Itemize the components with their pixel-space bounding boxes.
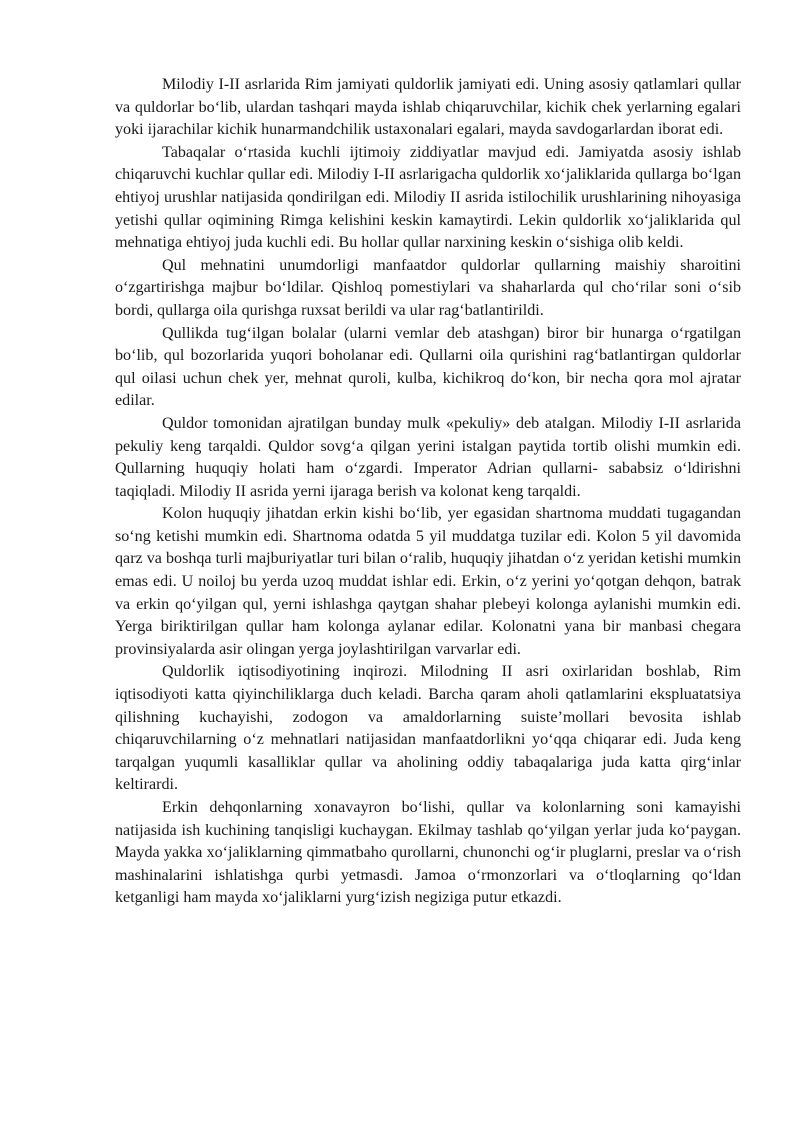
- paragraph-economic-crisis: Quldorlik iqtisodiyotining inqirozi. Milodning II asri oxirlaridan boshlab, Rim iqtisodiyoti katta qiyinchiliklarga duch keladi. Barcha qaram aholi qatlamlarini ekspluatatsiya qilishning kuchayishi, zodogon va amaldorlarning suiste’mollari bevosita ishlab chiqaruvchilarning o‘z mehnatlari natijasidan manfaatdorlikni yo‘qqa chiqarar edi. Juda keng tarqalgan yuqumli kasalliklar qullar va aholining oddiy tabaqalariga juda katta qirg‘inlar keltirardi.: [115, 663, 741, 794]
- paragraph-labor-shortage: Erkin dehqonlarning xonavayron bo‘lishi, qullar va kolonlarning soni kamayishi natijasida ish kuchining tanqisligi kuchaygan. Ekilmay tashlab qo‘yilgan yerlar juda ko‘paygan. Mayda yakka xo‘jaliklarning qimmatbaho qurollarni, chunonchi og‘ir pluglarni, preslar va o‘rish mashinalarini ishlatishga qurbi yetmasdi. Jamoa o‘rmonzorlari va o‘tloqlarning qo‘ldan ketganligi ham mayda xo‘jaliklarni yurg‘izish negiziga putur etkazdi.: [115, 799, 741, 907]
- paragraph-rome-society: Milodiy I-II asrlarida Rim jamiyati quldorlik jamiyati edi. Uning asosiy qatlamlari qullar va quldorlar bo‘lib, ulardan tashqari mayda ishlab chiqaruvchilar, kichik chek yerlarning egalari yoki ijarachilar kichik hunarmandchilik ustaxonalari egalari, mayda savdogarlardan iborat edi.: [115, 76, 741, 139]
- paragraph-kolon: Kolon huquqiy jihatdan erkin kishi bo‘lib, yer egasidan shartnoma muddati tugagandan so‘ng ketishi mumkin edi. Shartnoma odatda 5 yil muddatga tuzilar edi. Kolon 5 yil davomida qarz va boshqa turli majburiyatlar turi bilan o‘ralib, huquqiy jihatdan o‘z yeridan ketishi mumkin emas edi. U noiloj bu yerda uzoq muddat ishlar edi. Erkin, o‘z yerini yo‘qotgan dehqon, batrak va erkin qo‘yilgan qul, yerni ishlashga qaytgan shahar plebeyi kolonga aylanishi mumkin edi. Yerga biriktirilgan qullar ham kolonga aylanar edilar. Kolonatni yana bir manbasi chegara provinsiyalarda asir olingan yerga joylashtirilgan varvarlar edi.: [115, 505, 741, 658]
- body-text: [115, 74, 741, 910]
- paragraph-pekuliy: Quldor tomonidan ajratilgan bunday mulk «pekuliy» deb atalgan. Milodiy I-II asrlarida pekuliy keng tarqaldi. Quldor sovg‘a qilgan yerini istalgan paytida tortib olishi mumkin edi. Qullarning huquqiy holati ham o‘zgardi. Imperator Adrian qullarni- sababsiz o‘ldirishni taqiqladi. Milodiy II asrida yerni ijaraga berish va kolonat keng tarqaldi.: [115, 414, 741, 500]
- paragraph-born-slaves: Qullikda tug‘ilgan bolalar (ularni vemlar deb atashgan) biror bir hunarga o‘rgatilgan bo‘lib, qul bozorlarida yuqori boholanar edi. Qullarni oila qurishini rag‘batlantirgan quldorlar qul oilasi uchun chek yer, mehnat quroli, kulba, kichikroq do‘kon, bir necha qora mol ajratar edilar.: [115, 324, 741, 410]
- paragraph-social-contradictions: Tabaqalar o‘rtasida kuchli ijtimoiy ziddiyatlar mavjud edi. Jamiyatda asosiy ishlab chiqaruvchi kuchlar qullar edi. Milodiy I-II asrlarigacha quldorlik xo‘jaliklarida qullarga bo‘lgan ehtiyoj urushlar natijasida qondirilgan edi. Milodiy II asrida istilochilik urushlarining nihoyasiga yetishi qullar oqimining Rimga kelishini keskin kamaytirdi. Lekin quldorlik xo‘jaliklarida qul mehnatiga ehtiyoj juda kuchli edi. Bu hollar qullar narxining keskin o‘sishiga olib keldi.: [115, 143, 741, 252]
- paragraph-slave-conditions: Qul mehnatini unumdorligi manfaatdor quldorlar qullarning maishiy sharoitini o‘zgartirishga majbur bo‘ldilar. Qishloq pomestiylari va shaharlarda qul cho‘rilar soni o‘sib bordi, qullarga oila qurishga ruxsat berildi va ular rag‘batlantirildi.: [115, 256, 741, 319]
